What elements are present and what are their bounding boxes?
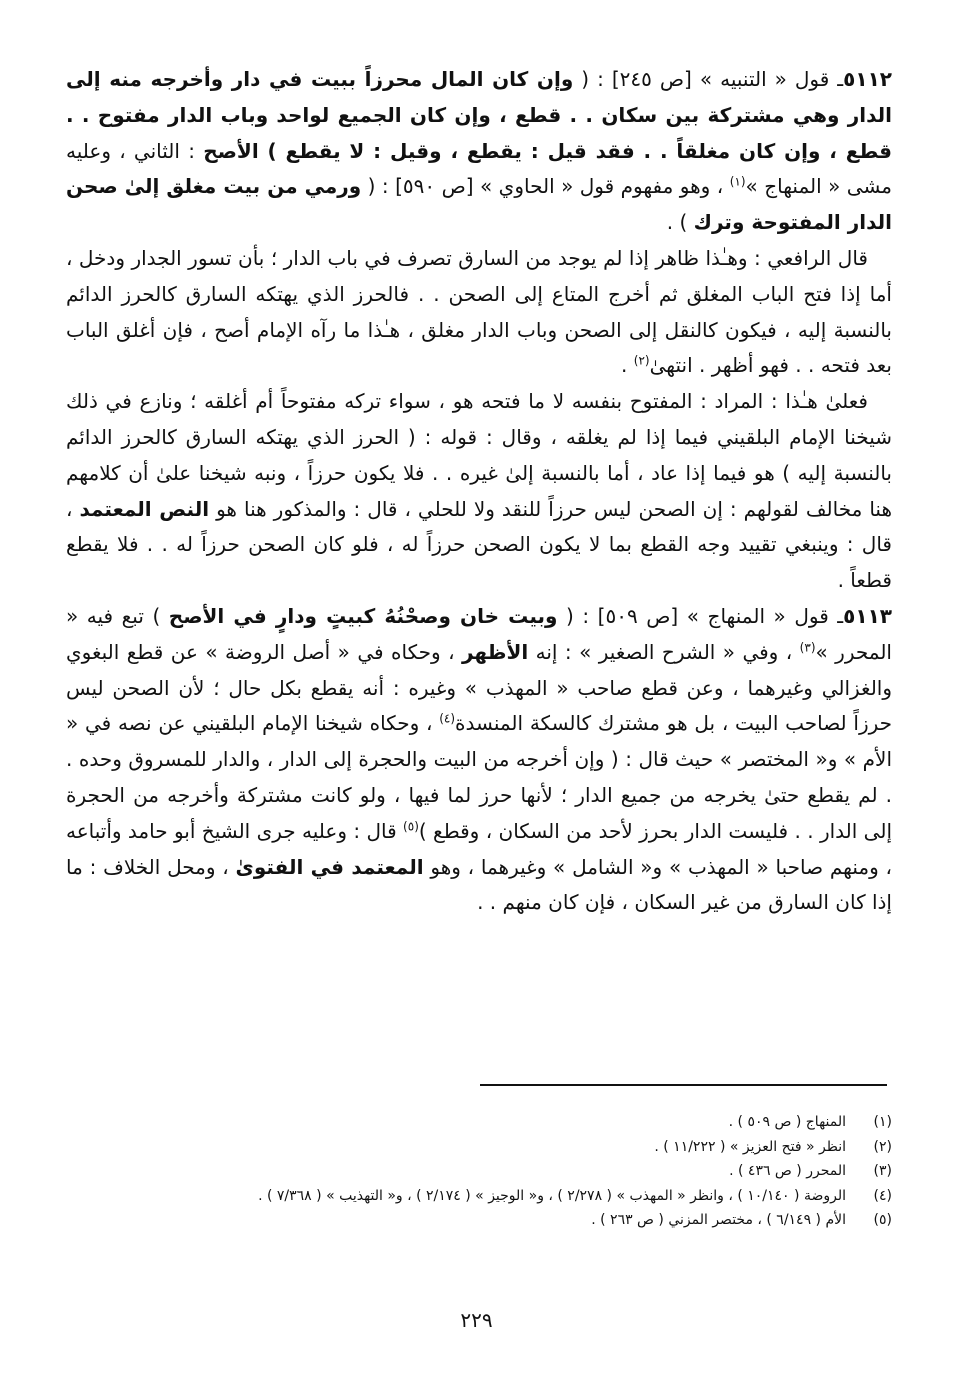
paragraph (66, 62, 892, 241)
paragraph (66, 384, 892, 599)
footnote-ref: (٥) (403, 819, 419, 834)
footnote-text: انظر « فتح العزيز » ( ١١/٢٢٢ ) . (654, 1138, 846, 1155)
text-run: ، وحكاه شيخنا الإمام البلقيني عن نصه في « الأم » و« المختصر » حيث قال : ( وإن أخرجه من البيت والحجرة إلى الدار ، والدار للمسروق وحده . . لم يقطع حتىٰ يخرجه من جميع الدار ؛ لأنها حرز لما فيها ، ولو كانت مشتركة وأخرجه من الحجرة إلى الدار . . فليست الدار بحرز لأحد من السكان ، وقطع ) (66, 711, 893, 843)
bold-text: ٥١١٢ (843, 67, 892, 91)
footnote-number: (٥) (873, 1212, 892, 1228)
bold-text: النص المعتمد (79, 496, 210, 521)
footnote-number: (٤) (873, 1187, 892, 1204)
text-run: فعلىٰ هـٰذا : المراد : المفتوح بنفسه لا ما فتحه هو ، سواء تركه مفتوحاً أم أغلقه ؛ ونازع في ذلك شيخنا الإمام البلقيني فيما إذا لم يغلقه ، وقال : قوله : ( الحرز الذي يهتكه السارق كالحرز الدائم بالنسبة إليه ) هو فيما إذا عاد ، أما بالنسبة إلىٰ غيره . . فلا يكون حرزاً ، ونبه شيخنا علىٰ أن كلامهم هنا مخالف لقولهم : إن الصحن ليس حرزاً للنقد ولا للحلي ، قال : والمذكور هنا هو (66, 389, 893, 521)
bold-text: الأظهر (461, 639, 529, 664)
footnote (66, 1159, 892, 1184)
bold-text: ٥١١٣ (843, 603, 892, 628)
text-run: ) تبع فيه « المحرر » (66, 603, 892, 664)
text-run: ـ قول « المنهاج » [ص ٥٠٩] : ( (557, 603, 844, 628)
footnotes (66, 1110, 892, 1233)
text-run: قال الرافعي : وهـٰذا ظاهر إذا لم يوجد من السارق تصرف في باب الدار ؛ بأن تسور الجدار ودخل ، أما إذا فتح الباب المغلق ثم أخرج المتاع إلى الصحن . . فالحرز الذي يهتكه السارق كالحرز الدائم بالنسبة إليه ، فيكون كالنقل إلى الصحن وباب الدار مغلق ، هـٰذا ما رآه الإمام أصح ، فإن أغلق الباب بعد فتحه . . فهو أظهر . انتهىٰ (66, 245, 892, 378)
text-run: ، وحكاه في « أصل الروضة » عن قطع البغوي والغزالي وغيرهما ، وعن قطع صاحب « المهذب » وغيره : أنه يقطع بكل حال ؛ لأن الصحن ليس حرزاً لصاحب البيت ، بل هو مشترك كالسكة المنسدة (66, 639, 893, 736)
footnote-number: (٣) (873, 1163, 892, 1179)
paragraph (66, 241, 892, 384)
footnote-ref: (٣) (799, 640, 816, 655)
text-run: قال : وعليه جرى الشيخ أبو حامد وأتباعه ، ومنهم صاحبا « المهذب » و« الشامل » وغيرهما ، وهو (66, 818, 892, 879)
text-run: ، قال : وينبغي تقييد وجه القطع بما لا يكون الصحن حرزاً له ، فلو كان الصحن حرزاً له . . فلا يقطع قطعاً . (66, 496, 892, 593)
text-run: ، وهو مفهوم قول « الحاوي » [ص ٥٩٠] : ( (361, 174, 730, 199)
footnote-ref: (٤) (439, 711, 456, 726)
footnote-text: المحرر ( ص ٤٣٦ ) . (729, 1163, 846, 1179)
footnote-text: المنهاج ( ص ٥٠٩ ) . (728, 1114, 846, 1130)
footnote-ref: (١) (729, 174, 746, 189)
footnote-number: (٢) (873, 1138, 892, 1155)
footnote (66, 1135, 892, 1160)
footnote-ref: (٢) (633, 353, 650, 368)
page-number: ٢٢٩ (460, 1308, 493, 1332)
text-run: ـ قول « التنبيه » [ص ٢٤٥] : ( (573, 67, 844, 91)
text-run: ، ومحل الخلاف : ما إذا كان السارق من غير السكان ، فإن كان منهم . . (66, 854, 892, 915)
main-text (66, 62, 892, 921)
footnote-number: (١) (873, 1114, 892, 1130)
bold-text: المعتمد في الفتوىٰ (235, 854, 424, 879)
footnote (66, 1110, 892, 1135)
footnote-text: الروضة ( ١٠/١٤٠ ) ، وانظر « المهذب » ( ٢/٢٧٨ ) ، و« الوجيز » ( ٢/١٧٤ ) ، و« التهذيب » ( ٧/٣٦٨ ) . (258, 1187, 846, 1204)
footnote (66, 1208, 892, 1233)
text-run: ) . (666, 210, 694, 235)
text-run: : الثاني ، وعليه مشى « المنهاج » (66, 138, 892, 199)
footnote-text: الأم ( ٦/١٤٩ ) ، مختصر المزني ( ص ٢٦٣ ) . (591, 1212, 846, 1228)
footnote-separator (480, 1084, 887, 1086)
bold-text: وإن كان المال محرزاً ببيت في دار وأخرجه منه إلى الدار وهي مشتركة بين سكان . . قطع ، وإن كان الجميع لواحد وباب الدار مفتوح . . قطع ، وإن كان مغلقاً . . فقد قيل : يقطع ، وقيل : لا يقطع ) الأصح (66, 67, 892, 163)
text-run: . (621, 353, 634, 378)
bold-text: وبيت خان وصحْنُهُ كبيتٍ ودارٍ في الأصح (168, 603, 558, 628)
paragraph (66, 599, 892, 921)
footnote (66, 1184, 892, 1209)
bold-text: ورمي من بيت مغلق إلىٰ صحن الدار المفتوحة وترك (66, 174, 892, 235)
text-run: ، وفي « الشرح الصغير » : إنه (528, 639, 800, 664)
